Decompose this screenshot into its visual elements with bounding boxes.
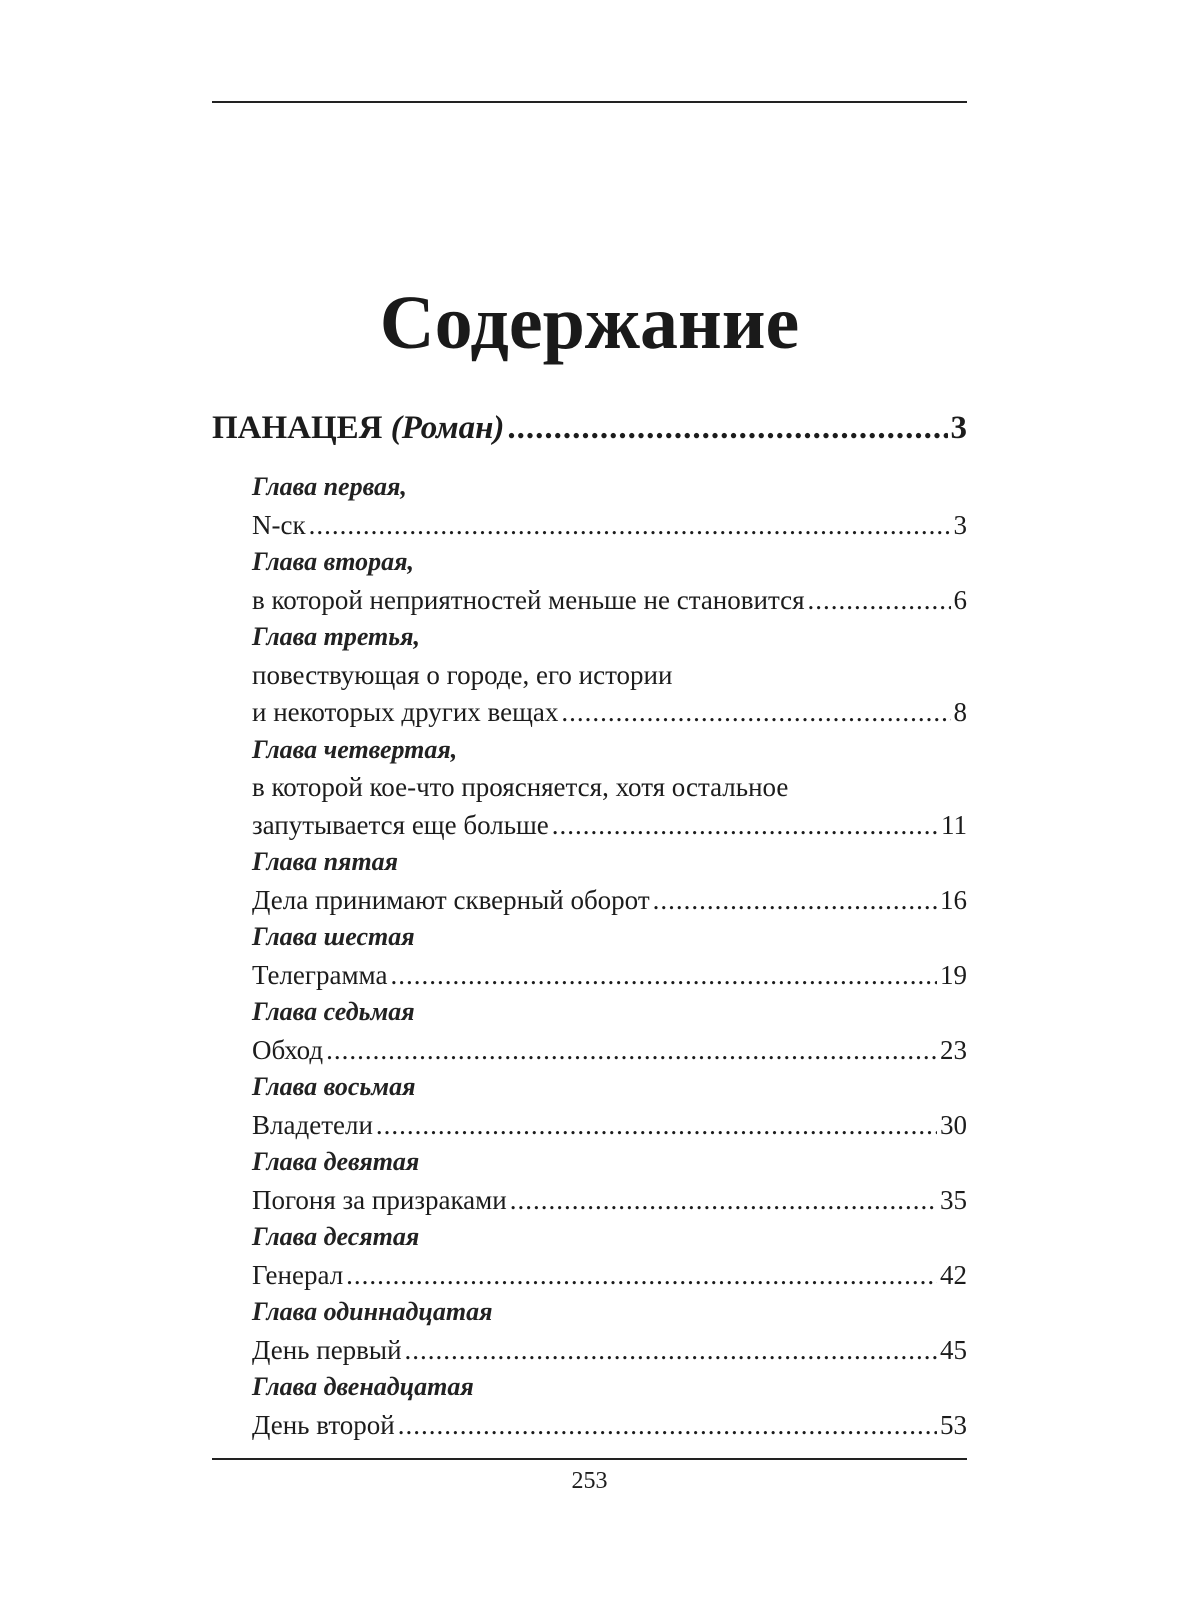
toc-entry[interactable] (212, 1335, 967, 1373)
page-title: Содержание (379, 281, 800, 365)
chapter-page-number: 16 (940, 884, 967, 915)
dot-leader (510, 1185, 937, 1216)
dot-leader (552, 810, 938, 841)
toc-entry[interactable] (212, 1185, 967, 1223)
chapter-page-number: 19 (940, 959, 967, 990)
toc-entry[interactable] (212, 1260, 967, 1298)
part-page-number: 3 (950, 410, 967, 446)
chapter-page-number: 3 (953, 509, 967, 540)
chapter-page-number: 42 (940, 1259, 967, 1290)
chapter-page-number: 30 (940, 1109, 967, 1140)
top-rule (212, 101, 967, 103)
page-number: 253 (571, 1468, 608, 1494)
chapter-page-number: 35 (940, 1184, 967, 1215)
chapter-page-number: 45 (940, 1334, 967, 1365)
chapter-list (212, 472, 967, 1447)
toc-entry[interactable] (212, 510, 967, 548)
chapter-title: Погоня за призраками (252, 1184, 507, 1215)
toc-entry[interactable] (212, 960, 967, 998)
part-title: ПАНАЦЕЯ (212, 410, 383, 446)
chapter-page-number: 8 (953, 697, 967, 727)
chapter-page-number: 11 (941, 809, 967, 840)
chapter-title: запутывается еще больше (252, 809, 549, 840)
chapter-label: Глава девятая (252, 1147, 420, 1176)
toc-entry-continued (212, 772, 967, 810)
chapter-label: Глава седьмая (252, 997, 415, 1026)
toc-part-entry[interactable] (212, 410, 967, 472)
chapter-page-number: 53 (940, 1409, 967, 1440)
chapter-label: Глава четвертая, (252, 734, 458, 764)
toc-entry[interactable] (212, 1410, 967, 1448)
chapter-title: День второй (252, 1409, 395, 1440)
toc-entry[interactable] (212, 1110, 967, 1148)
toc-entry-continued (212, 660, 967, 698)
toc-entry[interactable] (212, 585, 967, 623)
table-of-contents (212, 410, 967, 1447)
dot-leader (653, 885, 937, 916)
chapter-title: Телеграмма (252, 959, 388, 990)
chapter-label: Глава пятая (252, 847, 399, 876)
chapter-title: повествующая о городе, его истории (252, 659, 673, 690)
dot-leader (561, 697, 950, 728)
chapter-label: Глава первая, (252, 472, 407, 501)
toc-entry[interactable] (212, 810, 967, 848)
chapter-label: Глава восьмая (252, 1072, 416, 1101)
dot-leader (326, 1035, 937, 1066)
dot-leader (309, 510, 951, 541)
chapter-title: День первый (252, 1334, 402, 1365)
dot-leader (376, 1110, 937, 1141)
chapter-label: Глава двенадцатая (252, 1372, 474, 1401)
chapter-label: Глава шестая (252, 922, 415, 951)
toc-entry[interactable] (212, 1035, 967, 1073)
chapter-title: Владетели (252, 1109, 373, 1140)
dot-leader (390, 960, 937, 991)
dot-leader (507, 410, 947, 447)
bottom-rule (212, 1458, 967, 1460)
chapter-title: Обход (252, 1034, 324, 1065)
toc-entry[interactable] (212, 885, 967, 923)
part-subtitle: (Роман) (390, 410, 505, 446)
toc-entry[interactable] (212, 697, 967, 735)
chapter-title: в которой неприятностей меньше не становится (252, 584, 805, 615)
toc-part-title (212, 410, 504, 447)
chapter-label: Глава десятая (252, 1222, 420, 1251)
chapter-title: Дела принимают скверный оборот (252, 884, 650, 915)
chapter-title: в которой кое-что проясняется, хотя остальное (252, 772, 789, 802)
chapter-title: N-ск (252, 509, 306, 540)
chapter-title: и некоторых других вещах (252, 697, 559, 727)
chapter-page-number: 6 (953, 584, 967, 615)
chapter-title: Генерал (252, 1259, 344, 1290)
dot-leader (398, 1410, 937, 1441)
chapter-label: Глава одиннадцатая (252, 1297, 493, 1326)
chapter-label: Глава третья, (252, 622, 421, 651)
dot-leader (808, 585, 951, 616)
chapter-label: Глава вторая, (252, 547, 414, 576)
dot-leader (405, 1335, 937, 1366)
chapter-page-number: 23 (940, 1034, 967, 1065)
dot-leader (346, 1260, 937, 1291)
